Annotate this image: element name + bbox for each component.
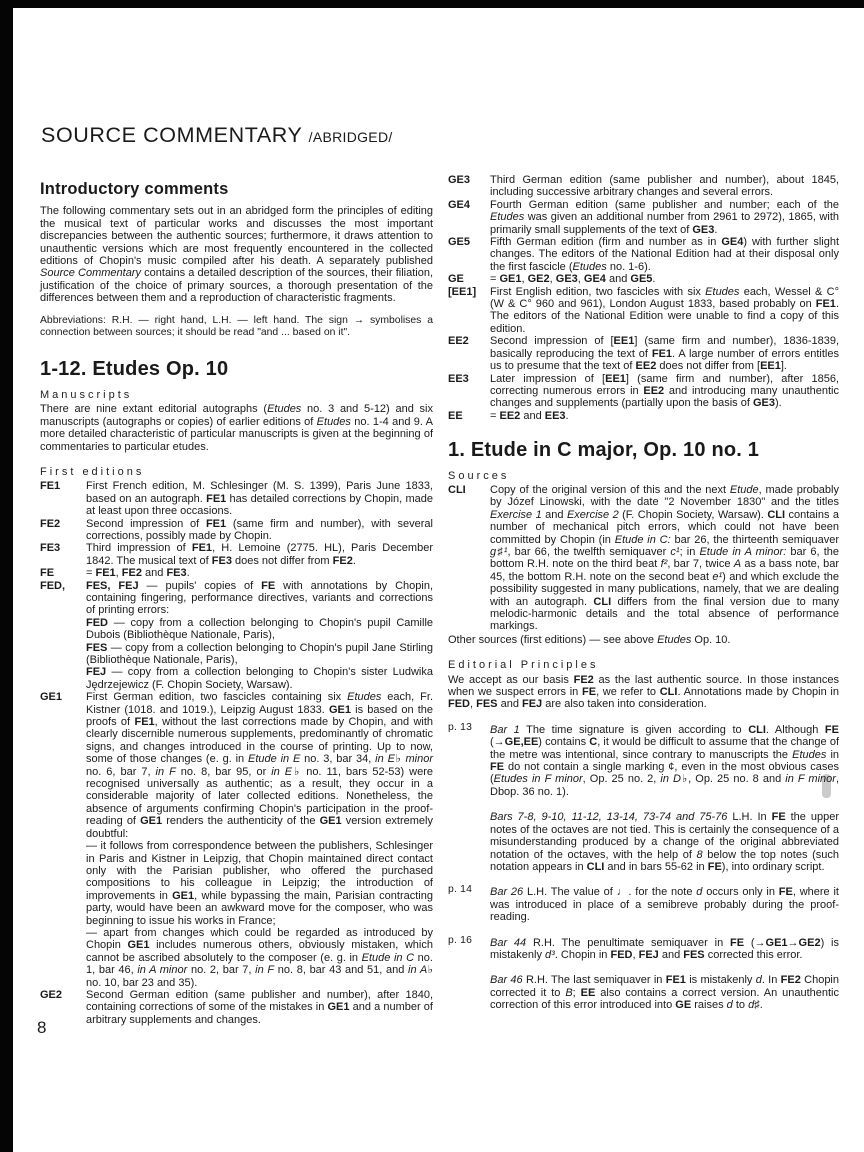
edition-entry-fe2	[40, 518, 433, 543]
edition-entry-ge3	[448, 174, 839, 199]
entry-text: Second impression of FE1 (same firm and number), with several corrections, possibly made by Chopin.	[86, 517, 433, 542]
note-text: Bars 7-8, 9-10, 11-12, 13-14, 73-74 and 75-76 L.H. In FE the upper notes of the octaves are not tied. This is certainly the consequence of a misunderstanding produced by a change of the original abbreviated notation of the octaves, with the help of 8 below the top notes (such notation appears in CLI and in bars 55-62 in FE), into ordinary script.	[490, 811, 839, 873]
entry-label: GE2	[40, 988, 63, 1001]
editorial-principles-subheading: Editorial Principles	[448, 659, 599, 672]
other-sources-line: Other sources (first editions) — see above Etudes Op. 10.	[448, 633, 731, 646]
entry-text: = EE2 and EE3.	[490, 409, 569, 422]
note-text: Bar 46 R.H. The last semiquaver in FE1 is mistakenly d. In FE2 Chopin corrected it to B; EE also contains a correct version. An unauthentic correction of this error introduced into GE raises d to d♯.	[490, 974, 839, 1012]
page-number: 8	[37, 1018, 47, 1037]
entry-label: GE3	[448, 174, 471, 186]
edition-entry-ge4	[448, 199, 839, 236]
commentary-note-bar1	[448, 721, 840, 798]
commentary-note-bar46	[448, 974, 839, 1011]
page-title	[41, 123, 393, 148]
entry-text: Fourth German edition (same publisher and number; each of the Etudes was given an additional number from 2961 to 2972), 1865, with primarily small supplements of the text of GE3.	[490, 198, 839, 236]
intro-heading: Introductory comments	[40, 180, 229, 198]
entry-text: First French edition, M. Schlesinger (M. S. 1399), Paris June 1833, based on an autograph. FE1 has detailed corrections by Chopin, made at least upon three occasions.	[86, 480, 434, 518]
entry-text: = GE1, GE2, GE3, GE4 and GE5.	[490, 273, 656, 286]
edition-entry-ge2	[40, 989, 433, 1026]
manuscripts-paragraph: There are nine extant editorial autographs (Etudes no. 3 and 5-12) and six manuscripts (autographs or copies) of earlier editions of Etudes no. 1-4 and 9. A more detailed characteristic of particular manuscripts is given at the beginning of commentaries to particular etudes.	[40, 403, 433, 453]
edition-entry-fed	[40, 580, 433, 692]
edition-entry-ge5	[448, 236, 839, 273]
commentary-note-bar26	[448, 886, 839, 923]
page-ref: p. 13	[448, 721, 473, 733]
entry-label: FE3	[40, 542, 61, 555]
scan-edge-left	[0, 0, 13, 1152]
entry-text: Second impression of [EE1] (same firm and number), 1836-1839, basically reproducing the text of FE1. A large number of errors entitles us to presume that the text of EE2 does not differ from [EE1].	[490, 335, 840, 373]
entry-label: CLI	[448, 483, 466, 496]
etude1-heading: 1. Etude in C major, Op. 10 no. 1	[448, 439, 760, 462]
edition-entry-ee3	[448, 373, 839, 410]
entry-label: FED,	[40, 579, 66, 592]
entry-text: First German edition, two fascicles containing six Etudes each, Fr. Kistner (1018. and 1019.), Leipzig August 1833. GE1 is based on the proofs of FE1, without the last corrections made by Chopin, and with clearly discernible numerous supplements, predominantly of chromatic signs, and changes introduced in the course of printing. Up to now, some of those changes (e. g. in Etude in E no. 3, bar 34, in E♭ minor no. 6, bar 7, in F no. 8, bar 95, or in E♭ no. 11, bars 52-53) were recognised universally as authentic; as a result, they occur in a considerable majority of later collected editions. Nonetheless, the absence of arguments confirming Chopin's participation in the proof-reading of GE1 renders the authenticity of the GE1 version extremely doubtful: — it follows from correspondence between the publishers, Schlesinger in Paris and Kistner in Leipzig, that Chopin maintained direct contact only with the Parisian publisher, who offered the purchased compositions to his colleague in Leipzig; the introduction of improvements in GE1, while bypassing the main, Parisian contracting party, would have been an awkward move for the composer, who was beginning to issue his works in France; — apart from changes which could be regarded as introduced by Chopin GE1 includes numerous others, obviously mistaken, which cannot be ascribed absolutely to the composer (e. g. in Etude in C no. 1, bar 46, in A minor no. 2, bar 7, in F no. 8, bar 43 and 51, and in A♭ no. 10, bar 23 and 35).	[86, 691, 434, 989]
entry-label: FE1	[40, 480, 61, 493]
scan-edge-top-right	[640, 0, 864, 4]
entry-label: FE2	[40, 517, 61, 530]
entry-label: EE2	[448, 335, 469, 348]
edition-entry-fe3	[40, 542, 433, 567]
manuscripts-subheading: Manuscripts	[40, 388, 133, 401]
first-editions-subheading: First editions	[40, 465, 145, 478]
source-entry-cli	[448, 484, 839, 633]
entry-text: Later impression of [EE1] (same firm and number), after 1856, correcting numerous errors in EE2 and introducing many unauthentic changes and supplements (partially upon the basis of GE3).	[490, 372, 840, 410]
entry-text: First English edition, two fascicles with six Etudes each, Wessel & C° (W & C° 960 and 961), London August 1833, based probably on FE1. The editors of the National Edition were unable to find a copy of this edition.	[490, 285, 839, 335]
entry-label: FE	[40, 567, 55, 580]
editorial-paragraph: We accept as our basis FE2 as the last authentic source. In those instances when we suspect errors in FE, we refer to CLI. Annotations made by Chopin in FED, FES and FEJ are also taken into consideration.	[448, 673, 840, 711]
edition-entry-ge1	[40, 691, 433, 989]
left-column	[40, 180, 434, 1026]
etudes-heading: 1-12. Etudes Op. 10	[40, 358, 229, 381]
entry-text: Copy of the original version of this and the next Etude, made probably by Józef Linowski, with the date "2 November 1830" and the titles Exercise 1 and Exercise 2 (F. Chopin Society, Warsaw). CLI contains a number of mechanical pitch errors, which could not have been committed by Chopin (in Etude in C: bar 26, the thirteenth semiquaver g♯¹, bar 66, the twelfth semiquaver c¹; in Etude in A minor: bar 6, the bottom R.H. note on the third beat f², bar 7, twice A as a bass note, bar 45, the bottom R.H. note on the second beat e¹) and which exclude the possibility suggested in many publications, namely, that we are dealing with an autograph. CLI differs from the final version due to many melodic-harmonic details and the total absence of performance markings.	[490, 483, 840, 633]
page-title-main: SOURCE COMMENTARY	[41, 123, 303, 147]
entry-text: FES, FEJ — pupils' copies of FE with annotations by Chopin, containing fingering, performance directives, variants and corrections of printing errors: FED — copy from a collection belonging to Chopin's pupil Camille Dubois (Bibliothèque Nationale, Paris), FES — copy from a collection belonging to Chopin's pupil Jane Stirling (Bibliothèque Nationale, Paris), FEJ — copy from a collection belonging to Chopin's sister Ludwika Jędrzejewicz (F. Chopin Society, Warsaw).	[86, 579, 433, 691]
commentary-note-bar44	[448, 934, 839, 962]
edition-entry-ee1	[448, 286, 839, 336]
page-title-suffix: /ABRIDGED/	[308, 129, 393, 145]
sources-subheading: Sources	[448, 469, 510, 482]
entry-text: Second German edition (same publisher and number), after 1840, containing corrections of some of the mistakes in GE1 and a number of arbitrary supplements and changes.	[86, 988, 433, 1026]
abbreviations-note: Abbreviations: R.H. — right hand, L.H. — left hand. The sign → symbolises a connection between sources; it should be read "and ... based on it".	[40, 314, 433, 338]
entry-label: EE3	[448, 372, 469, 385]
entry-text: = FE1, FE2 and FE3.	[86, 567, 190, 580]
commentary-note-bars7-76	[448, 811, 839, 873]
entry-text: Third impression of FE1, H. Lemoine (2775. HL), Paris December 1842. The musical text of FE3 does not differ from FE2.	[86, 542, 433, 567]
page-ref: p. 14	[448, 884, 473, 896]
entry-text: Third German edition (same publisher and number), about 1845, including successive arbitrary changes and several errors.	[490, 174, 839, 199]
entry-label: GE	[448, 273, 464, 286]
edition-entry-ge	[448, 273, 839, 285]
entry-label: GE4	[448, 198, 471, 211]
note-text: Bar 44 R.H. The penultimate semiquaver in FE (→GE1→GE2) is mistakenly d³. Chopin in FED, FEJ and FES corrected this error.	[490, 936, 839, 961]
right-column	[448, 174, 839, 1012]
note-text: Bar 26 L.H. The value of ♩. for the note d occurs only in FE, where it was introduced in place of a semibreve probably during the proof-reading.	[490, 886, 839, 924]
entry-text: Fifth German edition (firm and number as in GE4) with further slight changes. The editors of the National Edition had at their disposal only the first fascicle (Etudes no. 1-6).	[490, 236, 840, 273]
edition-entry-fe1	[40, 480, 433, 517]
edition-entry-ee	[448, 410, 839, 422]
edition-entry-fe	[40, 567, 433, 579]
entry-label: EE	[448, 409, 463, 422]
entry-label: GE5	[448, 236, 471, 249]
edition-entry-ee2	[448, 335, 839, 372]
page-ref: p. 16	[448, 934, 473, 946]
note-text: Bar 1 The time signature is given according to CLI. Although FE (→GE,EE) contains C, it would be difficult to assume that the change of the metre was intentional, since contrary to manuscripts the Etudes in FE do not contain a single marking ¢, even in the most obvious cases (Etudes in F minor, Op. 25 no. 2, in D♭, Op. 25 no. 8 and in F minor, Dbop. 36 no. 1).	[490, 723, 840, 798]
entry-label: [EE1]	[448, 285, 477, 298]
intro-paragraph: The following commentary sets out in an abridged form the principles of editing the musical text of particular works and discusses the most important discrepancies between the authentic sources; furthermore, it draws attention to unauthentic versions which are most frequently encountered in the collected editions of Chopin's music compiled after his death. A separately published Source Commentary contains a detailed description of the sources, their filiation, justification of the choice of primary sources, a thorough presentation of the differences between them and a reproduction of characteristic fragments.	[40, 205, 433, 305]
entry-label: GE1	[40, 691, 63, 704]
